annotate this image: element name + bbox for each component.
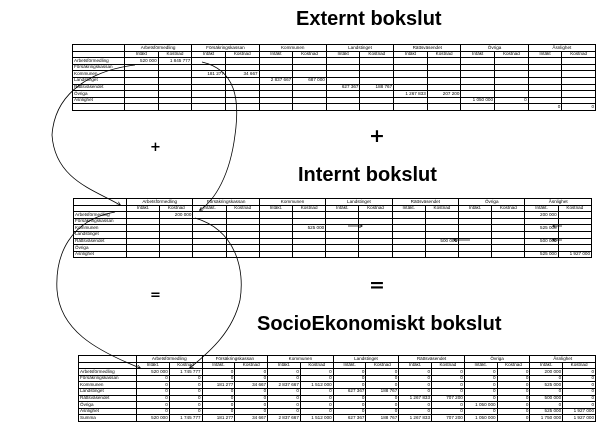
- income-header: Intäkt: [394, 51, 428, 58]
- equals-symbol-left: =: [150, 288, 161, 303]
- value-cell: 0: [399, 402, 432, 409]
- row-label: Kommunen: [74, 225, 127, 232]
- income-header: Intäkt: [259, 51, 293, 58]
- value-cell: 207 200: [427, 91, 461, 98]
- cost-header: Kostnad: [497, 362, 530, 369]
- group-header: Övriga: [459, 199, 525, 206]
- value-cell: 34 667: [235, 382, 268, 389]
- row-label: Arbetsförmedling: [73, 58, 125, 65]
- socio-title: SocioEkonomiskt bokslut: [257, 313, 502, 335]
- value-cell: 520 000: [125, 58, 159, 65]
- value-cell: 0: [333, 382, 366, 389]
- value-cell: 0: [399, 388, 432, 395]
- value-cell: 1 050 000: [464, 415, 497, 422]
- row-label: Övriga: [74, 245, 127, 252]
- value-cell: 2 837 667: [268, 415, 301, 422]
- value-cell: 0: [366, 402, 399, 409]
- value-cell: 0: [530, 402, 563, 409]
- value-cell: 0: [202, 402, 235, 409]
- value-cell: 0: [464, 375, 497, 382]
- row-label: Åsnlighet: [73, 97, 125, 104]
- cost-header: Kostnad: [495, 51, 529, 58]
- value-cell: 0: [432, 402, 465, 409]
- group-header: Arbetsförmedling: [125, 45, 192, 52]
- value-cell: 0: [464, 388, 497, 395]
- value-cell: 0: [366, 375, 399, 382]
- plus-symbol-left: +: [150, 140, 161, 155]
- value-cell: 0: [300, 375, 333, 382]
- row-label: Åsnlighet: [74, 251, 127, 258]
- value-cell: 0: [202, 375, 235, 382]
- row-label: Övriga: [79, 402, 137, 409]
- cost-header: Kostnad: [293, 205, 326, 212]
- row-label: Kommunen: [79, 382, 137, 389]
- value-cell: 0: [300, 395, 333, 402]
- value-cell: 1 050 000: [461, 97, 495, 104]
- plus-symbol-right: +: [369, 125, 385, 147]
- value-cell: 188 767: [366, 415, 399, 422]
- value-cell: 1 750 000: [530, 415, 563, 422]
- row-label: Rättsväsendet: [79, 395, 137, 402]
- value-cell: 1 927 000: [563, 408, 596, 415]
- value-cell: 0: [137, 382, 170, 389]
- value-cell: 0: [563, 382, 596, 389]
- group-header: Rättsväsendet: [392, 199, 458, 206]
- value-cell: 0: [563, 375, 596, 382]
- income-header: Intäkt.: [326, 205, 359, 212]
- value-cell: 1 267 833: [394, 91, 428, 98]
- value-cell: 525 000: [293, 225, 326, 232]
- value-cell: 525 000: [530, 382, 563, 389]
- value-cell: 1 745 777: [169, 369, 202, 376]
- cost-header: Kostnad: [293, 51, 327, 58]
- income-header: Intäkt.: [127, 205, 160, 212]
- cost-header: Kostnad: [425, 205, 458, 212]
- value-cell: 0: [169, 395, 202, 402]
- value-cell: 525 000: [525, 251, 558, 258]
- income-header: Intäkt.: [268, 362, 301, 369]
- equals-symbol-right: =: [369, 274, 385, 296]
- value-cell: 181 277: [192, 71, 226, 78]
- value-cell: 0: [366, 382, 399, 389]
- internal-title: Internt bokslut: [298, 164, 437, 186]
- group-header: Kommunen: [259, 45, 326, 52]
- group-header: Försäkringskassan: [192, 45, 259, 52]
- value-cell: 200 000: [530, 369, 563, 376]
- row-label: Kommunen: [73, 71, 125, 78]
- value-cell: 0: [530, 388, 563, 395]
- income-header: Intäkt.: [530, 362, 563, 369]
- group-header: Övriga: [464, 356, 530, 363]
- row-label: Rättsväsendet: [74, 238, 127, 245]
- value-cell: 181 277: [202, 415, 235, 422]
- group-header: Åsnlighet: [525, 199, 592, 206]
- value-cell: 0: [563, 388, 596, 395]
- value-cell: 0: [399, 408, 432, 415]
- value-cell: 520 000: [137, 369, 170, 376]
- value-cell: 0: [530, 375, 563, 382]
- cost-header: Kostnad: [562, 51, 596, 58]
- value-cell: 0: [268, 395, 301, 402]
- cost-header: Kostnad: [427, 51, 461, 58]
- group-header: Landstinget: [326, 45, 393, 52]
- income-header: Intäkt.: [399, 362, 432, 369]
- value-cell: 1 267 833: [399, 415, 432, 422]
- income-header: Intäkt.: [333, 362, 366, 369]
- value-cell: 500 000: [525, 238, 558, 245]
- value-cell: 0: [563, 402, 596, 409]
- group-header: Arbetsförmedling: [127, 199, 193, 206]
- value-cell: 0: [432, 388, 465, 395]
- value-cell: 0: [366, 369, 399, 376]
- row-label: Landstinget: [73, 77, 125, 84]
- value-cell: 200 000: [160, 212, 193, 219]
- row-label: Arbetsförmedling: [79, 369, 137, 376]
- group-header: Kommunen: [259, 199, 325, 206]
- row-label: Arbetsförmedling: [74, 212, 127, 219]
- value-cell: 1 267 833: [399, 395, 432, 402]
- income-header: Intäkt.: [193, 205, 226, 212]
- value-cell: 1 050 000: [464, 402, 497, 409]
- group-header: Åsnlighet: [530, 356, 596, 363]
- value-cell: 0: [235, 395, 268, 402]
- income-header: Intäkt.: [464, 362, 497, 369]
- group-header: Landstinget: [326, 199, 392, 206]
- cost-header: Kostnad: [432, 362, 465, 369]
- value-cell: 0: [137, 375, 170, 382]
- row-label: Landstinget: [79, 388, 137, 395]
- income-header: Intäkt: [461, 51, 495, 58]
- value-cell: 1 512 000: [300, 382, 333, 389]
- value-cell: 0: [432, 369, 465, 376]
- row-label: Åsnlighet: [79, 408, 137, 415]
- value-cell: 188 767: [360, 84, 394, 91]
- value-cell: 34 667: [225, 71, 259, 78]
- value-cell: 0: [235, 369, 268, 376]
- value-cell: 627 367: [333, 415, 366, 422]
- value-cell: 0: [268, 402, 301, 409]
- value-cell: 0: [497, 415, 530, 422]
- income-header: Intäkt.: [525, 205, 558, 212]
- cost-header: Kostnad: [563, 362, 596, 369]
- row-label: Landstinget: [74, 231, 127, 238]
- value-cell: 0: [497, 402, 530, 409]
- income-header: Intäkt: [125, 51, 159, 58]
- group-header: Landstinget: [333, 356, 399, 363]
- value-cell: 0: [268, 369, 301, 376]
- cost-header: Kostnad: [160, 205, 193, 212]
- value-cell: 687 000: [293, 77, 327, 84]
- group-header: Rättsväsendet: [394, 45, 461, 52]
- value-cell: 0: [202, 395, 235, 402]
- value-cell: 0: [268, 408, 301, 415]
- row-label: Försäkringskassan: [79, 375, 137, 382]
- value-cell: 0: [300, 388, 333, 395]
- value-cell: 0: [137, 408, 170, 415]
- flow-arrow-socio-right: [190, 218, 241, 368]
- value-cell: 0: [399, 369, 432, 376]
- value-cell: 1 845 777: [158, 58, 192, 65]
- income-header: Intäkt.: [259, 205, 292, 212]
- value-cell: 0: [235, 408, 268, 415]
- cost-header: Kostnad: [492, 205, 525, 212]
- income-header: Intäkt: [326, 51, 360, 58]
- value-cell: 520 000: [137, 415, 170, 422]
- value-cell: 525 000: [525, 225, 558, 232]
- value-cell: 0: [300, 402, 333, 409]
- group-header: Försäkringskassan: [193, 199, 259, 206]
- value-cell: 0: [137, 395, 170, 402]
- value-cell: 0: [464, 395, 497, 402]
- value-cell: 0: [137, 388, 170, 395]
- value-cell: 0: [169, 388, 202, 395]
- value-cell: 500 000: [530, 395, 563, 402]
- row-label: Försäkringskassan: [73, 64, 125, 71]
- value-cell: 0: [268, 388, 301, 395]
- value-cell: 0: [497, 375, 530, 382]
- value-cell: 0: [169, 402, 202, 409]
- value-cell: 0: [235, 402, 268, 409]
- value-cell: 1 927 000: [563, 415, 596, 422]
- value-cell: 0: [300, 369, 333, 376]
- value-cell: 0: [202, 408, 235, 415]
- value-cell: 0: [562, 104, 596, 111]
- value-cell: 500 000: [425, 238, 458, 245]
- value-cell: 0: [464, 382, 497, 389]
- value-cell: 707 200: [432, 395, 465, 402]
- value-cell: 2 837 667: [268, 382, 301, 389]
- group-header: Åsnlighet: [528, 45, 595, 52]
- value-cell: 34 667: [235, 415, 268, 422]
- group-header: Rättsväsendet: [399, 356, 465, 363]
- cost-header: Kostnad: [558, 205, 591, 212]
- value-cell: 0: [268, 375, 301, 382]
- value-cell: 0: [528, 104, 562, 111]
- income-header: Intäkt: [192, 51, 226, 58]
- value-cell: 1 512 000: [300, 415, 333, 422]
- cost-header: Kostnad: [366, 362, 399, 369]
- cost-header: Kostnad: [300, 362, 333, 369]
- income-header: Intäkt.: [202, 362, 235, 369]
- row-label: Försäkringskassan: [74, 218, 127, 225]
- income-header: Intäkt.: [137, 362, 170, 369]
- value-cell: 0: [333, 375, 366, 382]
- value-cell: 0: [399, 375, 432, 382]
- group-header: Kommunen: [268, 356, 334, 363]
- cost-header: Kostnad: [225, 51, 259, 58]
- value-cell: 0: [497, 388, 530, 395]
- value-cell: 0: [366, 408, 399, 415]
- row-label: Summa: [79, 415, 137, 422]
- value-cell: 0: [333, 408, 366, 415]
- group-header: Försäkringskassan: [202, 356, 268, 363]
- value-cell: 0: [366, 395, 399, 402]
- value-cell: 707 200: [432, 415, 465, 422]
- external-title: Externt bokslut: [296, 8, 442, 30]
- cost-header: Kostnad: [235, 362, 268, 369]
- value-cell: 0: [432, 375, 465, 382]
- group-header: Övriga: [461, 45, 528, 52]
- value-cell: 1 927 000: [558, 251, 591, 258]
- value-cell: 0: [464, 369, 497, 376]
- flow-arrow-external-to-internal: [52, 65, 135, 205]
- cost-header: Kostnad: [169, 362, 202, 369]
- value-cell: 0: [169, 408, 202, 415]
- value-cell: 0: [169, 382, 202, 389]
- value-cell: 0: [202, 388, 235, 395]
- value-cell: 200 000: [525, 212, 558, 219]
- value-cell: 0: [497, 382, 530, 389]
- value-cell: 627 367: [333, 388, 366, 395]
- cost-header: Kostnad: [360, 51, 394, 58]
- value-cell: 0: [235, 375, 268, 382]
- value-cell: 0: [333, 395, 366, 402]
- value-cell: 0: [495, 97, 529, 104]
- income-header: Intäkt: [528, 51, 562, 58]
- value-cell: 181 277: [202, 382, 235, 389]
- value-cell: 0: [137, 402, 170, 409]
- value-cell: 0: [497, 369, 530, 376]
- value-cell: 0: [202, 369, 235, 376]
- value-cell: 0: [333, 402, 366, 409]
- flow-arrow-internal-to-socio: [57, 212, 140, 368]
- flow-arrow-internal-right: [200, 62, 237, 210]
- income-header: Intäkt.: [392, 205, 425, 212]
- cost-header: Kostnad: [226, 205, 259, 212]
- cost-header: Kostnad: [158, 51, 192, 58]
- value-cell: 0: [300, 408, 333, 415]
- value-cell: 0: [169, 375, 202, 382]
- group-header: Arbetsförmedling: [137, 356, 203, 363]
- row-label: Rättsväsendet: [73, 84, 125, 91]
- value-cell: 0: [432, 408, 465, 415]
- value-cell: 525 000: [530, 408, 563, 415]
- cost-header: Kostnad: [359, 205, 392, 212]
- income-header: Intäkt.: [459, 205, 492, 212]
- value-cell: 0: [563, 395, 596, 402]
- value-cell: 0: [333, 369, 366, 376]
- value-cell: 0: [563, 369, 596, 376]
- value-cell: 188 767: [366, 388, 399, 395]
- value-cell: 0: [432, 382, 465, 389]
- value-cell: 2 837 667: [259, 77, 293, 84]
- value-cell: 0: [497, 408, 530, 415]
- value-cell: 627 367: [326, 84, 360, 91]
- value-cell: 0: [235, 388, 268, 395]
- value-cell: 0: [464, 408, 497, 415]
- value-cell: 1 745 777: [169, 415, 202, 422]
- value-cell: 0: [399, 382, 432, 389]
- row-label: Övriga: [73, 91, 125, 98]
- value-cell: 0: [497, 395, 530, 402]
